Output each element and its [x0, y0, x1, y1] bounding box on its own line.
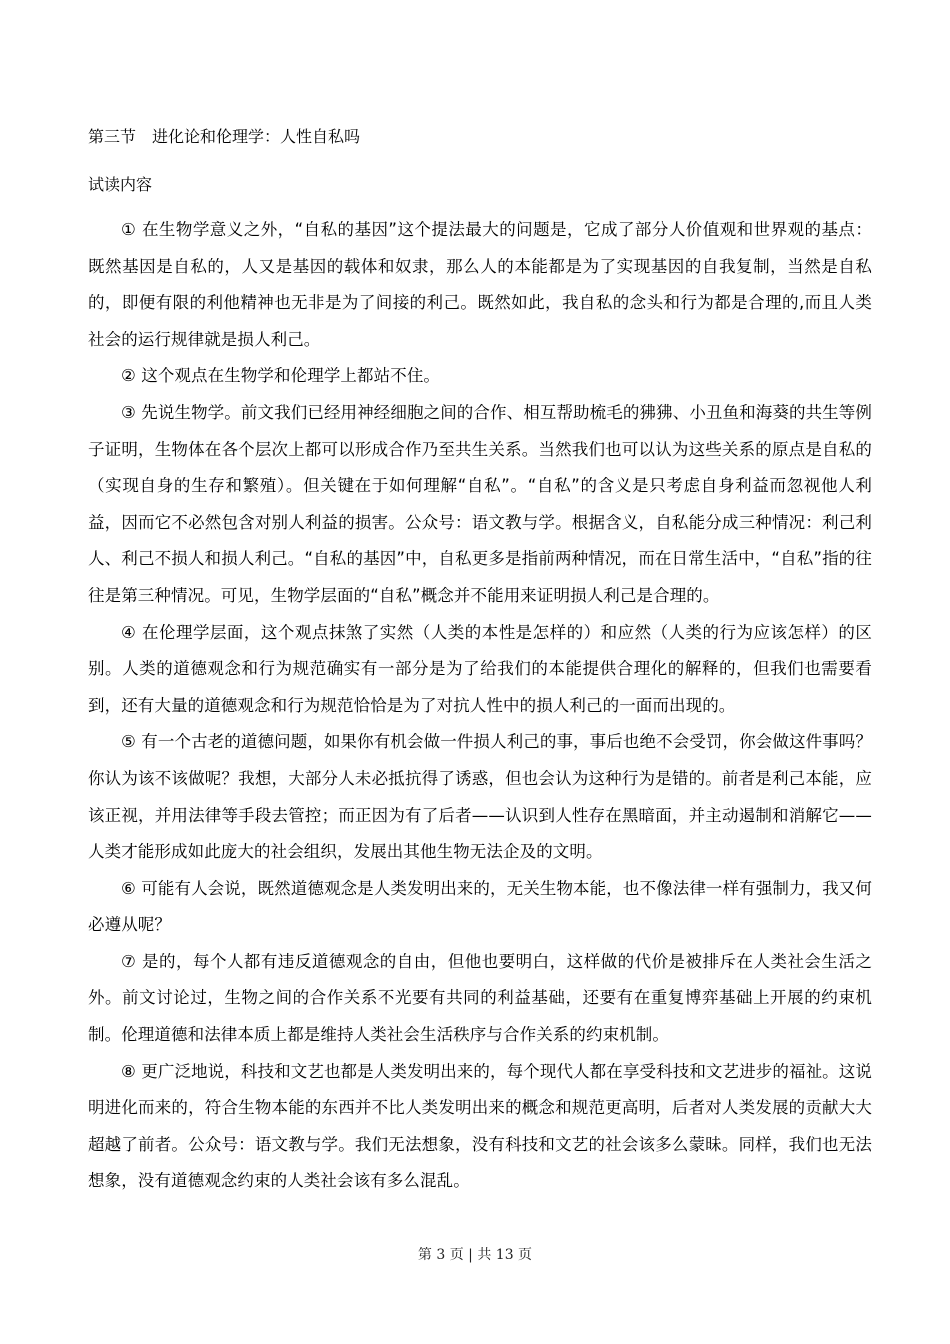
- paragraph-1: ① 在生物学意义之外，“自私的基因”这个提法最大的问题是，它成了部分人价值观和世界观的基点：既然基因是自私的，人又是基因的载体和奴隶，那么人的本能都是为了实现基因的自我复制，当然是自私的，即便有限的利他精神也无非是为了间接的利己。既然如此，我自私的念头和行为都是合理的,而且人类社会的运行规律就是损人利己。: [88, 220, 872, 349]
- paragraph-5: ⑤ 有一个古老的道德问题，如果你有机会做一件损人利己的事，事后也绝不会受罚，你会做这件事吗？你认为该不该做呢？我想，大部分人未必抵抗得了诱惑，但也会认为这种行为是错的。前者是利己本能，应该正视，并用法律等手段去管控；而正因为有了后者——认识到人性存在黑暗面，并主动遏制和消解它——人类才能形成如此庞大的社会组织，发展出其他生物无法企及的文明。: [88, 732, 872, 862]
- paragraph-7: ⑦ 是的，每个人都有违反道德观念的自由，但他也要明白，这样做的代价是被排斥在人类社会生活之外。前文讨论过，生物之间的合作关系不光要有共同的利益基础，还要有在重复博弈基础上开展的约束机制。伦理道德和法律本质上都是维持人类社会生活秩序与合作关系的约束机制。: [88, 951, 872, 1045]
- page-footer: 第 3 页 | 共 13 页: [417, 1247, 533, 1263]
- paragraph-2: ② 这个观点在生物学和伦理学上都站不住。: [121, 366, 441, 386]
- paragraph-8: ⑧ 更广泛地说，科技和文艺也都是人类发明出来的，每个现代人都在享受科技和文艺进步的福祉。这说明进化而来的，符合生物本能的东西并不比人类发明出来的概念和规范更高明，后者对人类发展的贡献大大超越了前者。公众号：语文教与学。我们无法想象，没有科技和文艺的社会该多么蒙昧。同样，我们也无法想象，没有道德观念约束的人类社会该有多么混乱。: [88, 1061, 872, 1191]
- excerpt-subheading: 试读内容: [88, 175, 153, 194]
- paragraph-3: ③ 先说生物学。前文我们已经用神经细胞之间的合作、相互帮助梳毛的狒狒、小丑鱼和海葵的共生等例子证明，生物体在各个层次上都可以形成合作乃至共生关系。当然我们也可以认为这些关系的原点是自私的（实现自身的生存和繁殖）。但关键在于如何理解“自私”。“自私”的含义是只考虑自身利益而忽视他人利益，因而它不必然包含对别人利益的损害。公众号：语文教与学。根据含义，自私能分成三种情况：利己利人、利己不损人和损人利己。“自私的基因”中，自私更多是指前两种情况，而在日常生活中，“自私”指的往往是第三种情况。可见，生物学层面的“自私”概念并不能用来证明损人利己是合理的。: [88, 402, 872, 605]
- article-body: [88, 212, 872, 1200]
- section-title: 第三节 进化论和伦理学：人性自私吗: [88, 127, 361, 146]
- paragraph-6: ⑥ 可能有人会说，既然道德观念是人类发明出来的，无关生物本能，也不像法律一样有强制力，我又何必遵从呢？: [88, 878, 872, 935]
- paragraph-4: ④ 在伦理学层面，这个观点抹煞了实然（人类的本性是怎样的）和应然（人类的行为应该怎样）的区别。人类的道德观念和行为规范确实有一部分是为了给我们的本能提供合理化的解释的，但我们也需要看到，还有大量的道德观念和行为规范恰恰是为了对抗人性中的损人利己的一面而出现的。: [88, 622, 872, 715]
